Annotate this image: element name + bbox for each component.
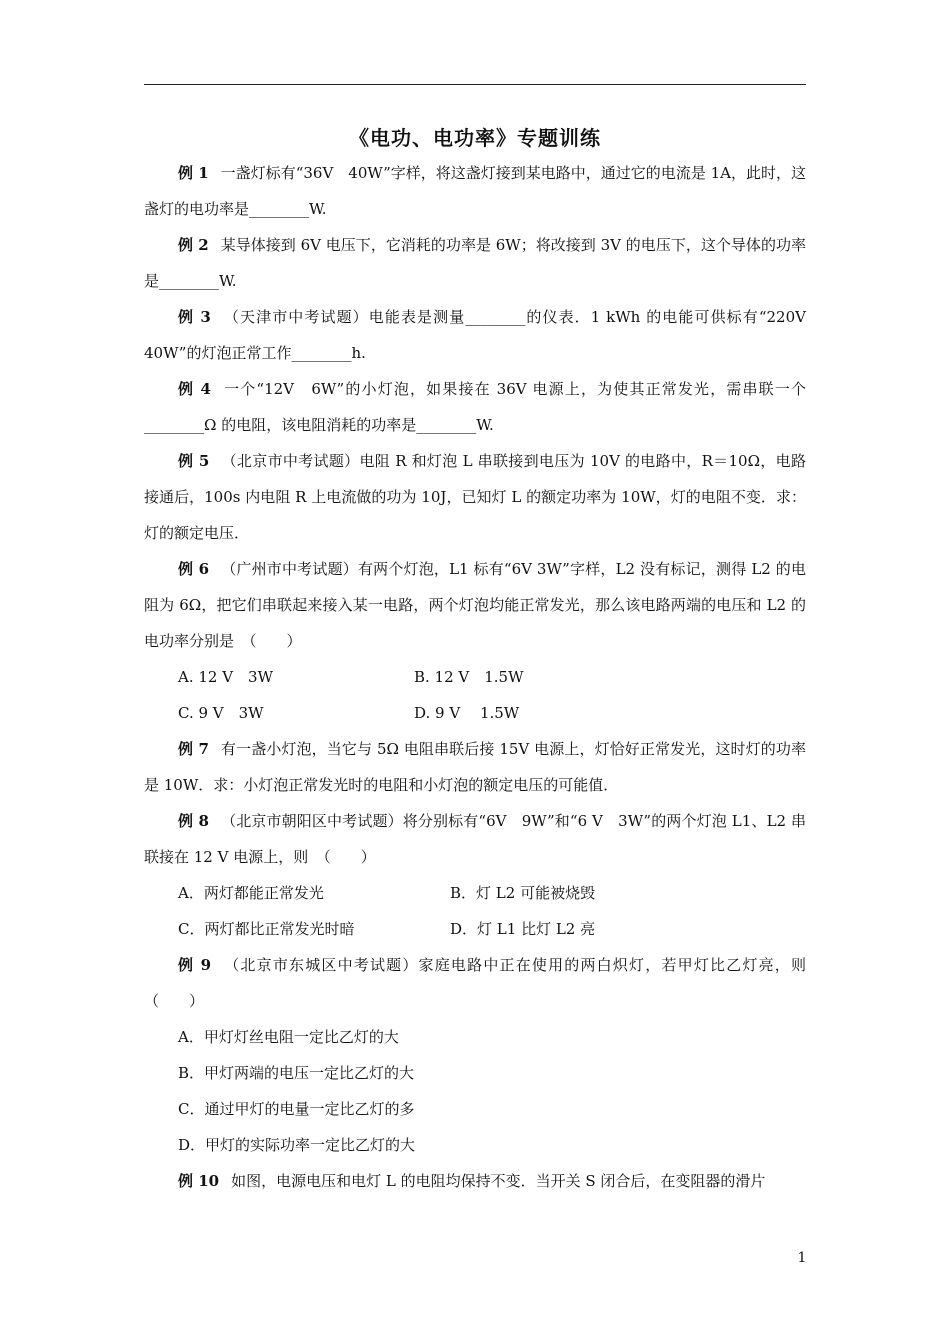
problem-label: 例 6 <box>178 560 210 578</box>
option-c: C．两灯都比正常发光时暗 <box>178 920 355 938</box>
problem-10 <box>144 1163 806 1199</box>
problem-text: 一盏灯标有“36V 40W”字样，将这盏灯接到某电路中，通过它的电流是 1A，此时，这盏灯的电功率是________W. <box>144 164 806 218</box>
problem-label: 例 8 <box>178 812 209 830</box>
problem-label: 例 1 <box>178 164 209 182</box>
problem-9 <box>144 947 806 1019</box>
problem-7 <box>144 731 806 803</box>
problem-1 <box>144 155 806 227</box>
option-a: A. 12 V 3W <box>178 668 274 686</box>
option-a: A．两灯都能正常发光 <box>178 884 324 902</box>
problem-8 <box>144 803 806 875</box>
page-number: 1 <box>797 1250 807 1266</box>
problem-3 <box>144 299 821 371</box>
problem-label: 例 5 <box>178 452 210 470</box>
problem-text: 如图，电源电压和电灯 L 的电阻均保持不变．当开关 S 闭合后，在变阻器的滑片 <box>231 1172 766 1190</box>
problem-4 <box>144 371 806 443</box>
option-b: B．灯 L2 可能被烧毁 <box>450 884 596 902</box>
problem-6 <box>144 551 806 659</box>
problem-text: 某导体接到 6V 电压下，它消耗的功率是 6W；将改接到 3V 的电压下，这个导体的功率是________W. <box>144 236 806 290</box>
problem-label: 例 10 <box>178 1172 220 1190</box>
problem-2 <box>144 227 806 299</box>
option-d: D．灯 L1 比灯 L2 亮 <box>450 920 596 938</box>
problem-label: 例 4 <box>178 380 211 398</box>
problem-label: 例 7 <box>178 740 209 758</box>
option-c: C．通过甲灯的电量一定比乙灯的多 <box>178 1100 415 1118</box>
problem-label: 例 3 <box>178 308 211 326</box>
options-row <box>144 875 806 911</box>
option-b: B. 12 V 1.5W <box>414 668 524 686</box>
problem-text: （天津市中考试题）电能表是测量________的仪表．1 kWh 的电能可供标有“220V 40W”的灯泡正常工作________h. <box>144 308 821 362</box>
page-title: 《电功、电功率》专题训练 <box>349 126 601 150</box>
problem-list <box>144 155 821 1199</box>
options-row <box>144 911 806 947</box>
options-row <box>144 659 806 695</box>
problem-text: （广州市中考试题）有两个灯泡，L1 标有“6V 3W”字样，L2 没有标记，测得 L2 的电阻为 6Ω，把它们串联起来接入某一电路，两个灯泡均能正常发光，那么该电路两端的电压和 L2 的电功率分别是 （ ） <box>144 560 806 650</box>
option-b: B．甲灯两端的电压一定比乙灯的大 <box>178 1064 415 1082</box>
problem-label: 例 2 <box>178 236 209 254</box>
problem-label: 例 9 <box>178 956 212 974</box>
option-d: D. 9 V 1.5W <box>414 704 520 722</box>
option-c: C. 9 V 3W <box>178 704 264 722</box>
option-a: A．甲灯灯丝电阻一定比乙灯的大 <box>178 1028 399 1046</box>
problem-text: （北京市朝阳区中考试题）将分别标有“6V 9W”和“6 V 3W”的两个灯泡 L1、L2 串联接在 12 V 电源上，则 （ ） <box>144 812 806 866</box>
options-row <box>144 695 806 731</box>
problem-text: 一个“12V 6W”的小灯泡，如果接在 36V 电源上，为使其正常发光，需串联一个________Ω 的电阻，该电阻消耗的功率是________W. <box>144 380 806 434</box>
problem-5 <box>144 443 806 551</box>
problem-text: （北京市东城区中考试题）家庭电路中正在使用的两白炽灯，若甲灯比乙灯亮，则（ ） <box>144 956 806 1010</box>
header-rule <box>144 84 806 85</box>
problem-text: 有一盏小灯泡，当它与 5Ω 电阻串联后接 15V 电源上，灯恰好正常发光，这时灯的功率是 10W．求：小灯泡正常发光时的电阻和小灯泡的额定电压的可能值． <box>144 740 806 794</box>
option-d: D．甲灯的实际功率一定比乙灯的大 <box>178 1136 416 1154</box>
problem-text: （北京市中考试题）电阻 R 和灯泡 L 串联接到电压为 10V 的电路中，R＝10Ω，电路接通后，100s 内电阻 R 上电流做的功为 10J，已知灯 L 的额定功率为 10W，灯的电阻不变．求：灯的额定电压． <box>144 452 806 542</box>
